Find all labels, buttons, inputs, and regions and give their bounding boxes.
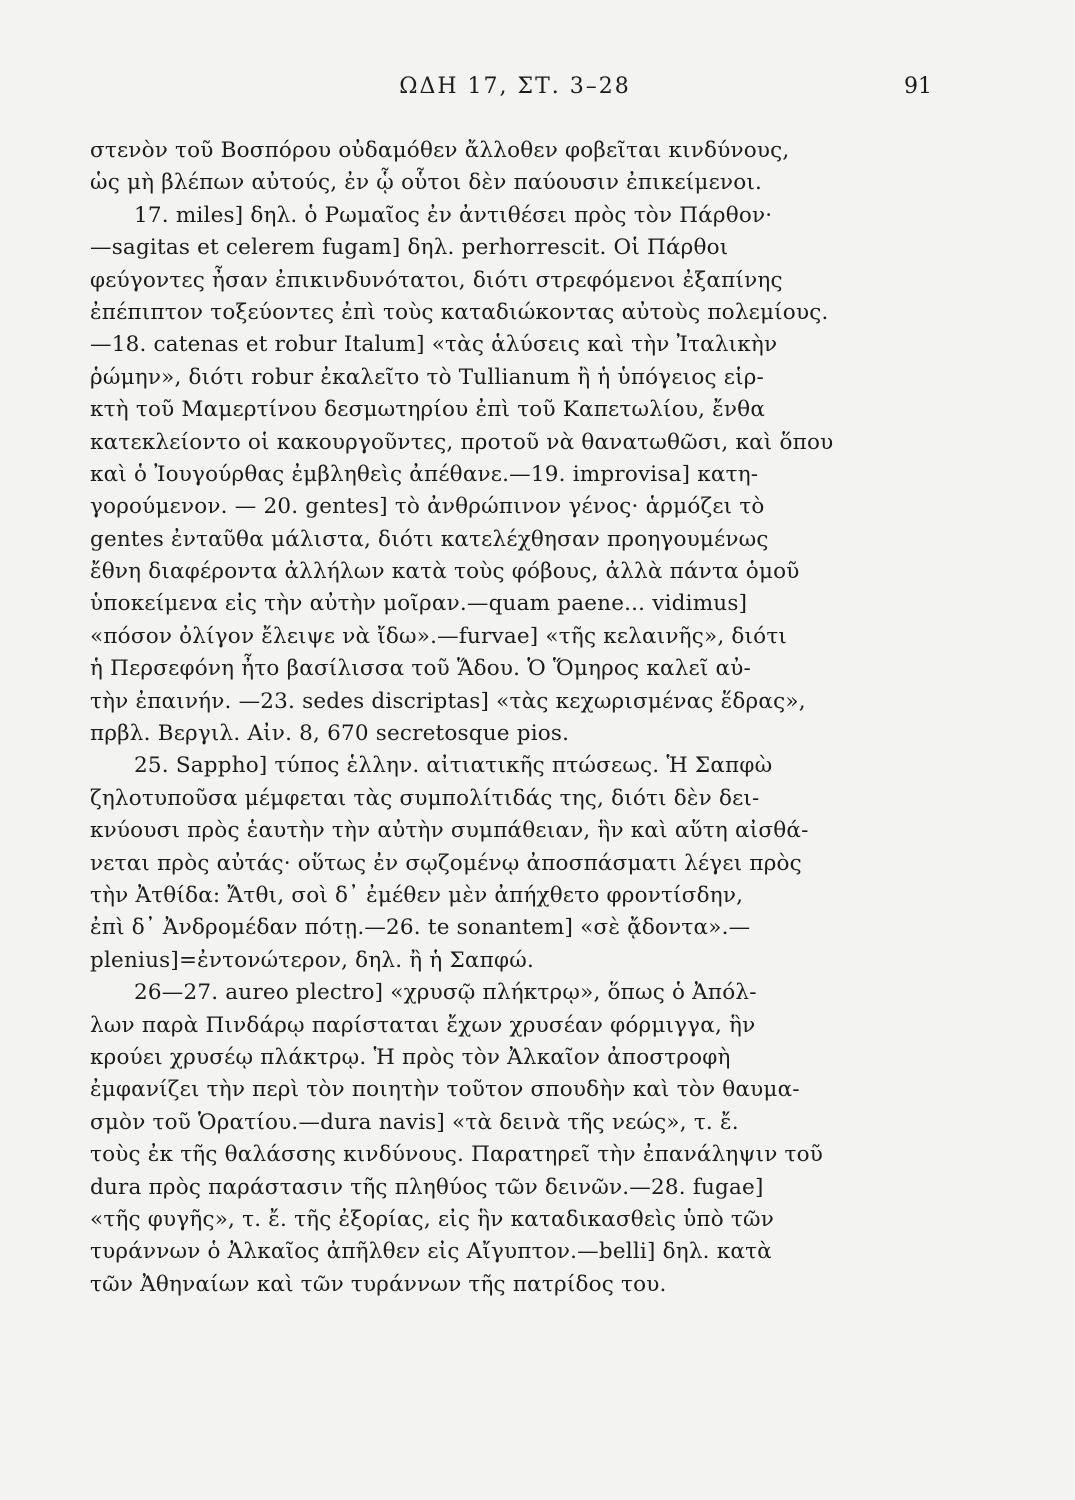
page-header	[90, 74, 940, 104]
text-line: καὶ ὁ Ἰουγούρθας ἐμβληθεὶς ἀπέθανε.—19. improvisa] κατη-	[90, 461, 759, 487]
text-line: στενὸν τοῦ Βοσπόρου οὐδαμόθεν ἄλλοθεν φοβεῖται κινδύνους,	[90, 138, 790, 163]
running-head: ΩΔΗ 17, ΣΤ. 3–28	[399, 74, 631, 99]
text-line: ἐπὶ δ᾽ Ἀνδρομέδαν πότῃ.—26. te sonantem] «σὲ ᾄδοντα».—	[90, 915, 751, 941]
text-line: —18. catenas et robur Italum] «τὰς ἁλύσεις καὶ τὴν Ἰταλικὴν	[90, 332, 778, 358]
text-line: «πόσον ὀλίγον ἔλειψε νὰ ἴδω».—furvae] «τῆς κελαινῆς», διότι	[90, 623, 788, 649]
body-text	[90, 135, 960, 1301]
text-line: πρβλ. Βεργιλ. Αἰν. 8, 670 secretosque pios.	[90, 721, 570, 747]
text-line: dura πρὸς παράστασιν τῆς πληθύος τῶν δεινῶν.—28. fugae]	[90, 1174, 764, 1200]
text-line: κατεκλείοντο οἱ κακουργοῦντες, προτοῦ νὰ θανατωθῶσι, καὶ ὅπου	[90, 429, 834, 455]
text-line: τὴν Ἀτθίδα: Ἄτθι, σοὶ δ᾽ ἐμέθεν μὲν ἀπήχθετο φροντίσδην,	[90, 882, 744, 908]
text-line: ὡς μὴ βλέπων αὐτούς, ἐν ᾧ οὗτοι δὲν παύουσιν ἐπικείμενοι.	[90, 170, 763, 196]
text-line: κνύουσι πρὸς ἑαυτὴν τὴν αὐτὴν συμπάθειαν, ἣν καὶ αὕτη αἰσθά-	[90, 818, 809, 844]
text-line: κρούει χρυσέῳ πλάκτρῳ. Ἡ πρὸς τὸν Ἀλκαῖον ἀποστροφὴ	[90, 1044, 731, 1070]
text-line: 25. Sappho] τύπος ἑλλην. αἰτιατικῆς πτώσεως. Ἡ Σαπφὼ	[134, 753, 773, 779]
text-line: 17. miles] δηλ. ὁ Ρωμαῖος ἐν ἀντιθέσει πρὸς τὸν Πάρθον·	[134, 202, 773, 228]
text-line: φεύγοντες ἦσαν ἐπικινδυνότατοι, διότι στρεφόμενοι ἐξαπίνης	[90, 267, 783, 293]
text-line: —sagitas et celerem fugam] δηλ. perhorrescit. Οἱ Πάρθοι	[90, 235, 729, 261]
text-line: ζηλοτυποῦσα μέμφεται τὰς συμπολίτιδάς της, διότι δὲν δει-	[90, 785, 760, 811]
text-line: κτὴ τοῦ Μαμερτίνου δεσμωτηρίου ἐπὶ τοῦ Καπετωλίου, ἔνθα	[90, 397, 766, 423]
text-line: ἐμφανίζει τὴν περὶ τὸν ποιητὴν τοῦτον σπουδὴν καὶ τὸν θαυμα-	[90, 1077, 800, 1103]
text-line: τὴν ἐπαινήν. —23. sedes discriptas] «τὰς κεχωρισμένας ἕδρας»,	[90, 688, 806, 714]
text-line: «τῆς φυγῆς», τ. ἔ. τῆς ἐξορίας, εἰς ἣν καταδικασθεὶς ὑπὸ τῶν	[90, 1206, 775, 1232]
text-line: ἔθνη διαφέροντα ἀλλήλων κατὰ τοὺς φόβους, ἀλλὰ πάντα ὁμοῦ	[90, 559, 800, 585]
text-line: τυράννων ὁ Ἀλκαῖος ἀπῆλθεν εἰς Αἴγυπτον.—belli] δηλ. κατὰ	[90, 1239, 772, 1265]
text-line: gentes ἐνταῦθα μάλιστα, διότι κατελέχθησαν προηγουμένως	[90, 526, 769, 552]
text-line: τῶν Ἀθηναίων καὶ τῶν τυράννων τῆς πατρίδος του.	[90, 1271, 667, 1297]
text-line: ῥώμην», διότι robur ἐκαλεῖτο τὸ Tullianum ἢ ἡ ὑπόγειος εἱρ-	[90, 364, 765, 390]
text-line: σμὸν τοῦ Ὁρατίου.—dura navis] «τὰ δεινὰ τῆς νεώς», τ. ἔ.	[90, 1109, 739, 1135]
text-line: λων παρὰ Πινδάρῳ παρίσταται ἔχων χρυσέαν φόρμιγγα, ἣν	[90, 1012, 756, 1038]
text-line: ἡ Περσεφόνη ἦτο βασίλισσα τοῦ Ἅδου. Ὁ Ὅμηρος καλεῖ αὐ-	[90, 656, 751, 682]
text-line: plenius]=ἐντονώτερον, δηλ. ἢ ἡ Σαπφώ.	[90, 947, 534, 973]
text-line: 26—27. aureo plectro] «χρυσῷ πλήκτρῳ», ὅπως ὁ Ἀπόλ-	[134, 980, 757, 1006]
text-line: γορούμενον. — 20. gentes] τὸ ἀνθρώπινον γένος· ἁρμόζει τὸ	[90, 494, 765, 520]
text-line: νεται πρὸς αὐτάς· οὕτως ἐν σῳζομένῳ ἀποσπάσματι λέγει πρὸς	[90, 850, 802, 876]
page-number: 91	[904, 74, 932, 99]
text-line: ὑποκείμενα εἰς τὴν αὐτὴν μοῖραν.—quam paene... vidimus]	[90, 591, 748, 617]
text-line: τοὺς ἐκ τῆς θαλάσσης κινδύνους. Παρατηρεῖ τὴν ἐπανάληψιν τοῦ	[90, 1142, 824, 1168]
text-line: ἐπέπιπτον τοξεύοντες ἐπὶ τοὺς καταδιώκοντας αὐτοὺς πολεμίους.	[90, 299, 829, 325]
